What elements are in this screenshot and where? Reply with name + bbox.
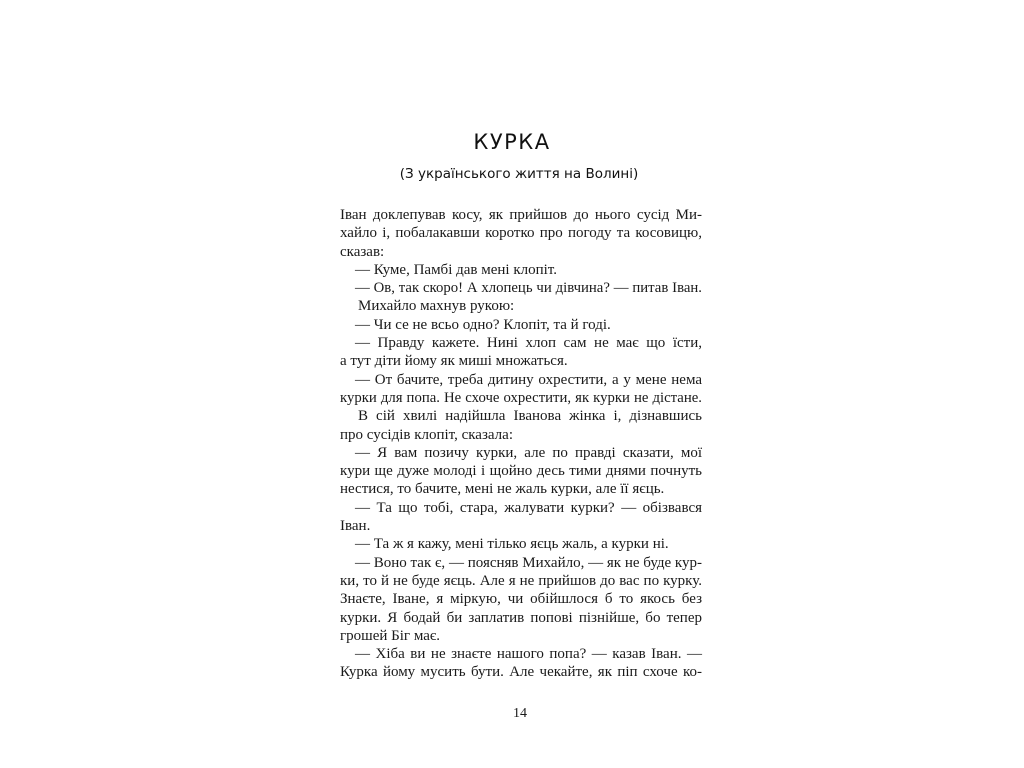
story-body: [340, 206, 702, 682]
text-line: Знаєте, Іване, я міркую, чи обійшлося б то якось без: [340, 591, 702, 608]
text-line: — Воно так є, — поясняв Михайло, — як не буде кур-: [355, 554, 702, 571]
text-line: а тут діти йому як миші множаться.: [340, 353, 568, 370]
text-line: — Куме, Памбі дав мені клопіт.: [355, 261, 557, 278]
text-line: — Ов, так скоро! А хлопець чи дівчина? — питав Іван.: [355, 280, 702, 297]
text-line: хайло і, побалакавши коротко про погоду та косовицю,: [340, 225, 702, 242]
text-line: про сусідів клопіт, сказала:: [340, 426, 513, 443]
text-line: курки. Я бодай би заплатив попові пізнійше, бо тепер: [340, 609, 702, 626]
text-line: сказав:: [340, 243, 385, 260]
text-line: — Хіба ви не знаєте нашого попа? — казав Іван. —: [355, 646, 702, 663]
text-line: — От бачите, треба дитину охрестити, а у мене нема: [355, 371, 702, 388]
text-line: курки для попа. Не схоче охрестити, як курки не дістане.: [340, 389, 702, 406]
text-line: — Я вам позичу курки, але по правді сказати, мої: [355, 444, 702, 461]
text-line: кури ще дуже молоді і щойно десь тими днями почнуть: [340, 463, 702, 480]
text-line: грошей Біг має.: [340, 627, 441, 644]
text-line: нестися, то бачите, мені не жаль курки, але її яєць.: [340, 481, 665, 498]
story-subtitle: (З українського життя на Волині): [399, 166, 639, 182]
text-line: ки, то й не буде яєць. Але я не прийшов до вас по курку.: [340, 572, 702, 589]
text-line: — Та що тобі, стара, жалувати курки? — обізвався: [355, 499, 702, 516]
page-number: 14: [513, 706, 527, 721]
story-title: КУРКА: [473, 130, 551, 154]
text-line: В сій хвилі надійшла Іванова жінка і, дізнавшись: [358, 408, 702, 425]
text-line: Курка йому мусить бути. Але чекайте, як піп схоче ко-: [340, 664, 702, 681]
text-line: — Чи се не всьо одно? Клопіт, та й годі.: [355, 316, 611, 333]
text-line: Іван.: [340, 518, 371, 535]
text-line: Іван доклепував косу, як прийшов до нього сусід Ми-: [340, 207, 702, 223]
text-line: — Правду кажете. Нині хлоп сам не має що їсти,: [355, 335, 702, 352]
text-line: Михайло махнув рукою:: [358, 298, 515, 315]
text-line: — Та ж я кажу, мені тілько яєць жаль, а курки ні.: [355, 536, 669, 553]
